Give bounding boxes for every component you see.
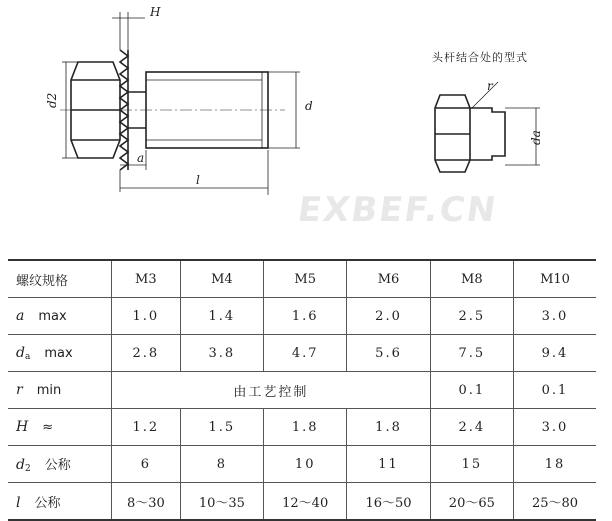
table-row <box>8 446 596 483</box>
size-header: M5 <box>264 260 347 298</box>
table-row <box>8 409 596 446</box>
merged-cell: 由工艺控制 <box>112 372 431 409</box>
dim-label-r: r <box>487 79 493 93</box>
table-cell: 1.0 <box>112 298 181 335</box>
table-cell: 1.2 <box>112 409 181 446</box>
table-cell: 3.0 <box>514 298 596 335</box>
table-cell: 0.1 <box>430 372 513 409</box>
size-header: M4 <box>180 260 263 298</box>
header-label: 螺纹规格 <box>8 260 112 298</box>
row-label: H ≈ <box>8 409 112 446</box>
table-cell: 7.5 <box>430 335 513 372</box>
table-cell: 8～30 <box>112 483 181 521</box>
table-cell: 15 <box>430 446 513 483</box>
table-cell: 3.0 <box>514 409 596 446</box>
table-cell: 11 <box>347 446 430 483</box>
table-cell: 2.0 <box>347 298 430 335</box>
table-row <box>8 335 596 372</box>
table-cell: 1.8 <box>264 409 347 446</box>
table-row <box>8 483 596 521</box>
dim-label-d2: d2 <box>45 92 59 108</box>
table-row <box>8 372 596 409</box>
head-joint-title: 头杆结合处的型式 <box>432 51 528 64</box>
dim-label-H: H <box>150 5 161 19</box>
table-cell: 1.4 <box>180 298 263 335</box>
table-cell: 1.8 <box>347 409 430 446</box>
table-cell: 2.8 <box>112 335 181 372</box>
row-label: $d_a$ max <box>8 335 112 372</box>
table-cell: 1.6 <box>264 298 347 335</box>
row-label: $d_2$ 公称 <box>8 446 112 483</box>
dim-label-d: d <box>305 99 313 113</box>
row-label: l 公称 <box>8 483 112 521</box>
technical-drawing <box>0 0 612 250</box>
watermark: EXBEF.CN <box>295 190 500 230</box>
table-cell: 10 <box>264 446 347 483</box>
spec-table <box>8 259 596 521</box>
table-cell: 0.1 <box>514 372 596 409</box>
table-cell: 9.4 <box>514 335 596 372</box>
dim-label-a: a <box>137 151 145 165</box>
size-header: M6 <box>347 260 430 298</box>
size-header: M3 <box>112 260 181 298</box>
table-cell: 8 <box>180 446 263 483</box>
dim-label-l: l <box>196 173 200 187</box>
table-cell: 18 <box>514 446 596 483</box>
size-header: M8 <box>430 260 513 298</box>
table-header-row <box>8 260 596 298</box>
table-cell: 16～50 <box>347 483 430 521</box>
table-cell: 4.7 <box>264 335 347 372</box>
table-cell: 6 <box>112 446 181 483</box>
table-cell: 25～80 <box>514 483 596 521</box>
row-label: r min <box>8 372 112 409</box>
table-cell: 3.8 <box>180 335 263 372</box>
table-cell: 12～40 <box>264 483 347 521</box>
table-cell: 5.6 <box>347 335 430 372</box>
dim-label-da: da <box>529 130 543 145</box>
table-cell: 2.5 <box>430 298 513 335</box>
table-cell: 20～65 <box>430 483 513 521</box>
table-row <box>8 298 596 335</box>
joint-shank <box>470 108 505 160</box>
size-header: M10 <box>514 260 596 298</box>
row-label: a max <box>8 298 112 335</box>
table-cell: 10～35 <box>180 483 263 521</box>
table-cell: 2.4 <box>430 409 513 446</box>
table-cell: 1.5 <box>180 409 263 446</box>
